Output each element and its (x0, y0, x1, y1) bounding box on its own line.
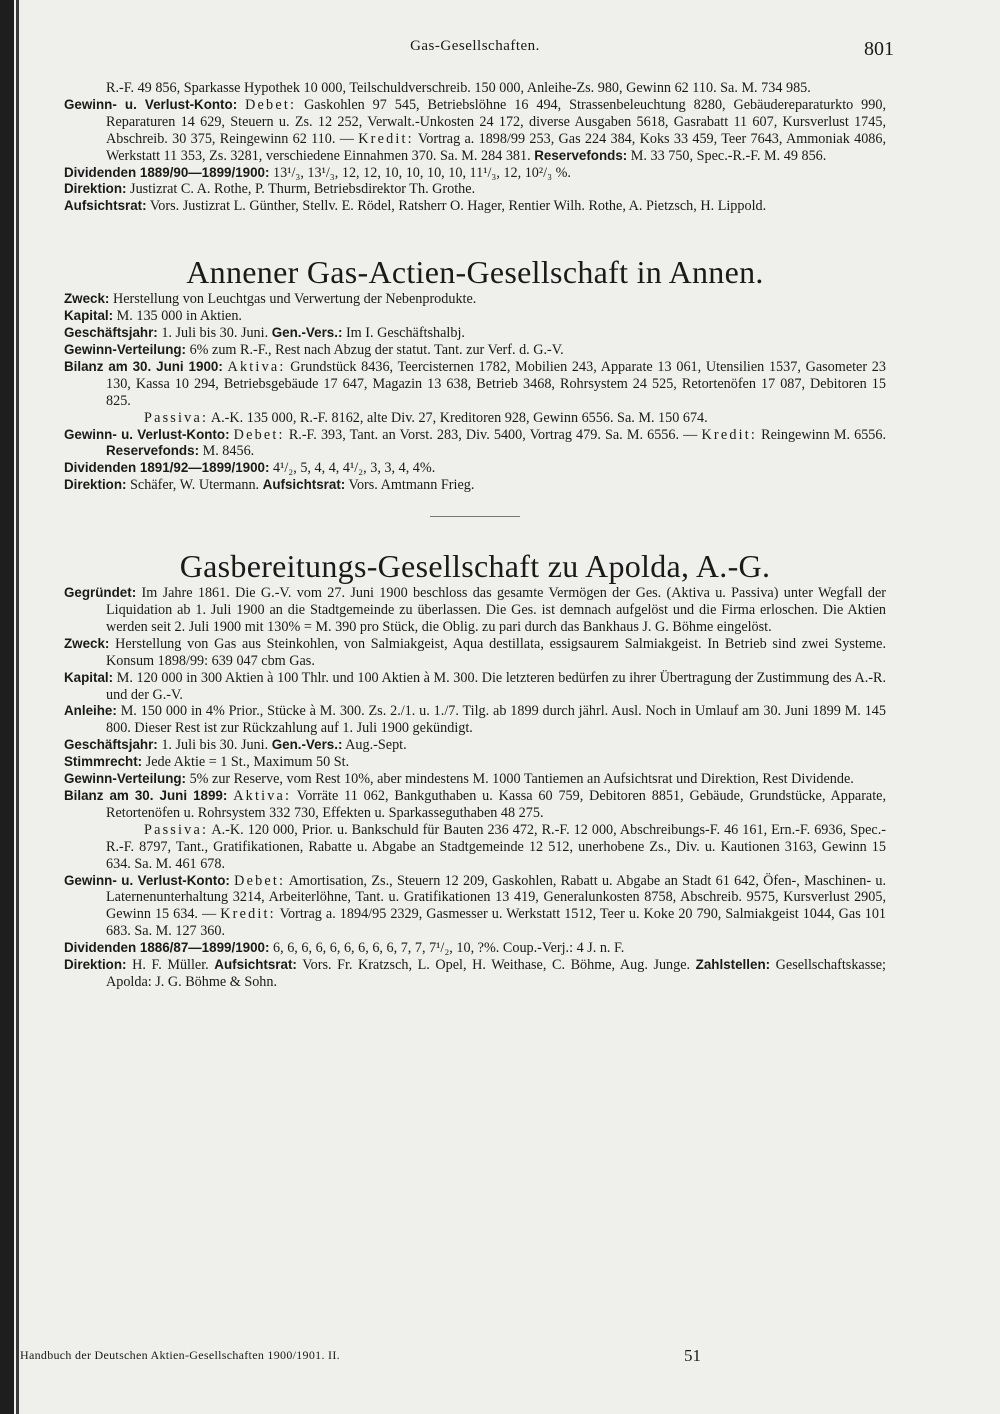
credit-label: Kredit: (358, 130, 414, 147)
voting-right-text: Jede Aktie = 1 St., Maximum 50 St. (145, 754, 350, 771)
purpose-text: Herstellung von Leuchtgas und Verwertung der Nebenprodukte. (112, 291, 477, 308)
annen-capital (64, 308, 886, 325)
bond-text: M. 150 000 in 4% Prior., Stücke à M. 300. Zs. 2./1. u. 1./7. Tilg. ab 1899 durch jährl. Ausl. Noch in Umlauf am 30. Juni 1899 M. 145 800. Dieser Rest ist zur Rückzahlung auf 1. Juli 1900 gekündigt. (106, 703, 886, 737)
balance-sheet-label: Bilanz am 30. Juni 1899: (64, 788, 228, 803)
bond-label: Anleihe: (64, 703, 117, 719)
liabilities-text: A.-K. 120 000, Prior. u. Bankschuld für Bauten 236 472, R.-F. 12 000, Abschreibungs-F. 46 161, Ern.-F. 6936, Spec.-R.-F. 8797, Tant., Gratifikationen, Rabatte u. Abgabe an Stadtgemeinde 12 512, unerhobene Zs., Div. u. Kautionen 3163, Gewinn 15 634. Sa. M. 461 678. (106, 821, 887, 872)
dividends-label: Dividenden 1889/90—1899/1900: (64, 164, 270, 180)
management-text: H. F. Müller. (132, 957, 209, 974)
reserve-fund-text: M. 8456. (202, 443, 255, 460)
management-text: Schäfer, W. Utermann. (130, 477, 260, 494)
credit-label: Kredit: (701, 426, 758, 443)
company-apolda (64, 547, 886, 991)
profit-distribution-text: 5% zur Reserve, vom Rest 10%, aber mindestens M. 1000 Tantiemen an Aufsichtsrat und Direktion, Rest Dividende. (189, 771, 854, 788)
company-annen (64, 253, 886, 494)
management-label: Direktion: (64, 957, 127, 973)
supervisory-board-text: Vors. Justizrat L. Günther, Stellv. E. Rödel, Ratsherr O. Hager, Rentier Wilh. Rothe, A. Pietzsch, H. Lippold. (149, 198, 767, 215)
footer-book-title: Handbuch der Deutschen Aktien-Gesellschaften 1900/1901. II. (20, 1348, 340, 1362)
assets-text: Grundstück 8436, Teercisternen 1782, Mobilien 243, Apparate 13 061, Utensilien 1537, Gasometer 23 130, Kassa 10 294, Betriebsgebäude 17 647, Magazin 13 638, Betrieb 3468, Rohrsystem 24 525, Retortenöfen 17 087, Debitoren 15 825. (106, 358, 886, 409)
apolda-capital (64, 670, 886, 704)
paying-agents-text: Gesellschaftskasse; Apolda: J. G. Böhme & Sohn. (106, 957, 886, 990)
profit-loss-label: Gewinn- u. Verlust-Konto: (64, 426, 230, 442)
assets-label: Aktiva: (233, 788, 292, 804)
apolda-fiscal-year (64, 737, 886, 754)
annen-management (64, 477, 886, 494)
annen-dividends (64, 460, 886, 477)
management-text: Justizrat C. A. Rothe, P. Thurm, Betriebsdirektor Th. Grothe. (130, 181, 476, 198)
general-meeting-text: Aug.-Sept. (345, 737, 407, 754)
paying-agents-label: Zahlstellen: (695, 957, 771, 973)
annen-purpose (64, 291, 886, 308)
profit-loss-label: Gewinn- u. Verlust-Konto: (64, 96, 238, 112)
profit-loss-account (64, 97, 886, 165)
capital-label: Kapital: (64, 308, 114, 324)
debit-label: Debet: (245, 96, 297, 113)
liabilities-label: Passiva: (144, 821, 209, 838)
capital-text: M. 135 000 in Aktien. (116, 308, 242, 325)
apolda-liabilities (64, 822, 886, 873)
general-meeting-label: Gen.-Vers.: (271, 737, 343, 753)
debit-text: R.-F. 393, Tant. an Vorst. 283, Div. 5400, Vortrag 479. Sa. M. 6556. — (288, 426, 698, 443)
fiscal-year-text: 1. Juli bis 30. Juni. (161, 325, 269, 342)
credit-text: Vortrag a. 1894/95 2329, Gasmesser u. Werkstatt 1512, Teer u. Koke 20 790, Salmiakgeist 1044, Gas 101 683. Sa. M. 127 360. (106, 906, 887, 940)
apolda-profit-distribution (64, 771, 886, 788)
credit-text: Reingewinn M. 6556. (761, 426, 887, 443)
annen-profit-distribution (64, 342, 886, 359)
purpose-label: Zweck: (64, 635, 110, 651)
footer-signature: 51 (684, 1346, 701, 1365)
reserve-fund-label: Reservefonds: (534, 147, 628, 163)
capital-label: Kapital: (64, 669, 114, 685)
supervisory-board-text: Vors. Fr. Kratzsch, L. Opel, H. Weithase, C. Böhme, Aug. Junge. (302, 957, 691, 974)
liabilities-text: A.-K. 135 000, R.-F. 8162, alte Div. 27, Kreditoren 928, Gewinn 6556. Sa. M. 150 674. (210, 409, 708, 426)
management (64, 181, 886, 198)
previous-entry-continuation (64, 80, 886, 215)
apolda-bond (64, 703, 886, 737)
page-header (64, 34, 894, 68)
dividends-text: 6, 6, 6, 6, 6, 6, 6, 6, 6, 7, 7, 7¹/₂, 10, ?%. (273, 940, 500, 957)
annen-fiscal-year (64, 325, 886, 342)
fiscal-year-text: 1. Juli bis 30. Juni. (161, 737, 269, 754)
reserve-fund-text: M. 33 750, Spec.-R.-F. M. 49 856. (630, 147, 827, 164)
management-label: Direktion: (64, 477, 127, 493)
apolda-voting-right (64, 754, 886, 771)
dividends-text: 13¹/₃, 13¹/₃, 12, 12, 10, 10, 10, 10, 11¹/₃, 12, 10²/₃ %. (273, 164, 571, 181)
liabilities-continuation: R.-F. 49 856, Sparkasse Hypothek 10 000, Teilschuldverschreib. 150 000, Anleihe-Zs. 980, Gewinn 62 110. Sa. M. 734 985. (106, 80, 811, 96)
profit-loss-label: Gewinn- u. Verlust-Konto: (64, 872, 230, 888)
voting-right-label: Stimmrecht: (64, 754, 143, 770)
credit-label: Kredit: (220, 906, 276, 923)
debit-label: Debet: (233, 426, 285, 443)
debit-text: Amortisation, Zs., Steuern 12 209, Gaskohlen, Rabatt u. Abgabe an Stadt 61 642, Öfen-, Maschinen- u. Laternenunterhaltung 3214, Arbeiterlöhne, Tant. u. Gratifikationen 13 419, Generalunkosten 8758, Abschreib. 9575, Kursverlust 2905, Gewinn 15 634. — (106, 872, 886, 923)
apolda-dividends (64, 940, 886, 957)
dividends-text: 4¹/₂, 5, 4, 4, 4¹/₂, 3, 3, 4, 4%. (273, 460, 436, 477)
assets-text: Vorräte 11 062, Bankguthaben u. Kassa 60 759, Debitoren 8851, Gebäude, Grundstücke, Apparate, Retortenöfen u. Rohrsystem 332 730, Effekten u. Sparkasseguthaben 48 275. (106, 788, 887, 821)
page (64, 34, 894, 991)
fiscal-year-label: Geschäftsjahr: (64, 325, 158, 341)
apolda-founded (64, 585, 886, 636)
supervisory-board-text: Vors. Amtmann Frieg. (348, 477, 475, 494)
dividends-label: Dividenden 1886/87—1899/1900: (64, 940, 270, 956)
supervisory-board-label: Aufsichtsrat: (64, 198, 147, 214)
coupon-limitation: Coup.-Verj.: 4 J. n. F. (502, 940, 625, 957)
purpose-text: Herstellung von Gas aus Steinkohlen, von Salmiakgeist, Aqua destillata, essigsaurem Salmiakgeist. In Betrieb sind zwei Systeme. Konsum 1898/99: 639 047 cbm Gas. (106, 635, 887, 669)
assets-label: Aktiva: (227, 358, 286, 375)
page-binding-edge (0, 0, 14, 1414)
apolda-profit-loss (64, 873, 886, 941)
general-meeting-text: Im I. Geschäftshalbj. (345, 325, 465, 342)
profit-distribution-text: 6% zum R.-F., Rest nach Abzug der statut. Tant. zur Verf. d. G.-V. (189, 341, 564, 358)
debit-text: Gaskohlen 97 545, Betriebslöhne 16 494, Strassenbeleuchtung 8280, Gebäudereparaturkto 990, Reparaturen 14 629, Steuern u. Zs. 12 252, Verwalt.-Unkosten 24 172, diverse Ausgaben 5618, Gasrabatt 11 607, Kursverlust 1745, Abschreib. 30 375, Reingewinn 62 110. — (106, 96, 887, 147)
credit-text: Vortrag a. 1898/99 253, Gas 224 384, Koks 33 459, Teer 7643, Ammoniak 4086, Werkstatt 11 353, Zs. 3281, verschiedene Einnahmen 370. Sa. M. 284 381. (106, 130, 887, 164)
supervisory-board-label: Aufsichtsrat: (214, 957, 297, 973)
capital-text: M. 120 000 in 300 Aktien à 100 Thlr. und 100 Aktien à M. 300. Die letzteren bedürfen zu ihrer Übertragung der Zustimmung des A.-R. und der G.-V. (106, 669, 887, 703)
apolda-management (64, 957, 886, 991)
dividends-label: Dividenden 1891/92—1899/1900: (64, 460, 270, 476)
liabilities-label: Passiva: (144, 409, 209, 426)
profit-distribution-label: Gewinn-Verteilung: (64, 771, 187, 787)
balance-sheet-label: Bilanz am 30. Juni 1900: (64, 358, 223, 374)
supervisory-board-label: Aufsichtsrat: (262, 477, 346, 493)
company-title-annen: Annener Gas-Actien-Gesellschaft in Annen. (186, 254, 764, 291)
general-meeting-label: Gen.-Vers.: (271, 325, 343, 341)
page-binding-edge-line (16, 0, 19, 1414)
apolda-purpose (64, 636, 886, 670)
management-label: Direktion: (64, 181, 127, 197)
company-title-apolda: Gasbereitungs-Gesellschaft zu Apolda, A.-G. (179, 548, 771, 585)
reserve-fund-label: Reservefonds: (106, 443, 200, 459)
supervisory-board (64, 198, 886, 215)
annen-liabilities (64, 410, 886, 427)
fiscal-year-label: Geschäftsjahr: (64, 737, 158, 753)
running-title: Gas-Gesellschaften. (410, 38, 540, 54)
profit-distribution-label: Gewinn-Verteilung: (64, 341, 187, 357)
section-divider (430, 516, 520, 517)
founded-label: Gegründet: (64, 585, 137, 601)
annen-balance-sheet (64, 359, 886, 410)
annen-profit-loss (64, 427, 886, 461)
apolda-balance-sheet (64, 788, 886, 822)
founded-text: Im Jahre 1861. Die G.-V. vom 27. Juni 1900 beschloss das gesamte Vermögen der Ges. (Aktiva u. Passiva) unter Wegfall der Liquidation ab 1. Juli 1900 an die Stadtgemeinde zu überlassen. Die Ges. ist demnach aufgelöst und die Firma erloschen. Die Aktien werden seit 2. Juli 1900 mit 130% = M. 390 pro Stück, die Oblig. zu pari durch das Bankhaus J. G. Böhme eingelöst. (106, 585, 886, 635)
page-number: 801 (864, 38, 894, 60)
dividends (64, 165, 886, 182)
purpose-label: Zweck: (64, 291, 110, 307)
debit-label: Debet: (234, 872, 286, 889)
